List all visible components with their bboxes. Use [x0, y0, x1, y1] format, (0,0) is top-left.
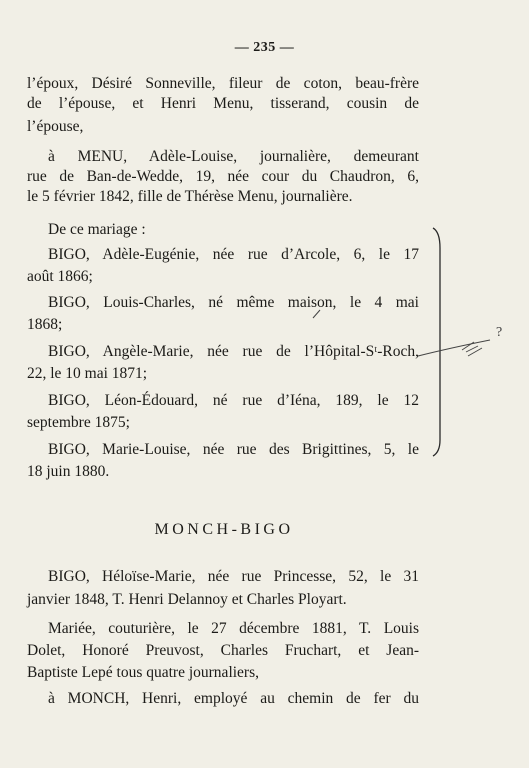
margin-pencil-tick: [313, 310, 320, 318]
text-line: le 5 février 1842, fille de Thérèse Menu, journalière.: [27, 188, 353, 205]
text-line: de l’épouse, et Henri Menu, tisserand, cousin de: [27, 95, 419, 112]
text-line: l’époux, Désiré Sonneville, fileur de coton, beau-frère: [27, 75, 419, 92]
section-heading: MONCH-BIGO: [154, 521, 294, 538]
text-line: 18 juin 1880.: [27, 463, 110, 480]
text-line: à MONCH, Henri, employé au chemin de fer du: [48, 690, 419, 707]
text-line: Baptiste Lepé tous quatre journaliers,: [27, 664, 260, 681]
margin-question-mark: ?: [496, 325, 503, 340]
margin-bracket: [433, 228, 440, 456]
text-line: Mariée, couturière, le 27 décembre 1881, T. Louis: [48, 620, 419, 637]
text-line: août 1866;: [27, 268, 93, 285]
text-line: BIGO, Adèle-Eugénie, née rue d’Arcole, 6, le 17: [48, 246, 419, 263]
text-line: septembre 1875;: [27, 414, 130, 431]
text-line: l’épouse,: [27, 118, 84, 135]
text-line: BIGO, Marie-Louise, née rue des Brigittines, 5, le: [48, 441, 419, 458]
text-line: BIGO, Héloïse-Marie, née rue Princesse, 52, le 31: [48, 568, 419, 585]
text-line: BIGO, Louis-Charles, né même maison, le 4 mai: [48, 294, 419, 311]
margin-pencil-stroke: [418, 340, 490, 356]
text-line: 1868;: [27, 316, 63, 333]
text-line: BIGO, Léon-Édouard, né rue d’Iéna, 189, le 12: [48, 392, 419, 409]
text-line: 22, le 10 mai 1871;: [27, 365, 148, 382]
text-line: à MENU, Adèle-Louise, journalière, demeurant: [48, 148, 419, 165]
page-number: — 235 —: [234, 40, 295, 55]
text-line: De ce mariage :: [48, 221, 146, 238]
text-line: rue de Ban-de-Wedde, 19, née cour du Chaudron, 6,: [27, 168, 419, 185]
text-line: Dolet, Honoré Preuvost, Charles Fruchart, et Jean-: [27, 642, 419, 659]
text-line: BIGO, Angèle-Marie, née rue de l’Hôpital-Sᵗ-Roch,: [48, 343, 419, 360]
text-line: janvier 1848, T. Henri Delannoy et Charles Ployart.: [27, 591, 347, 608]
